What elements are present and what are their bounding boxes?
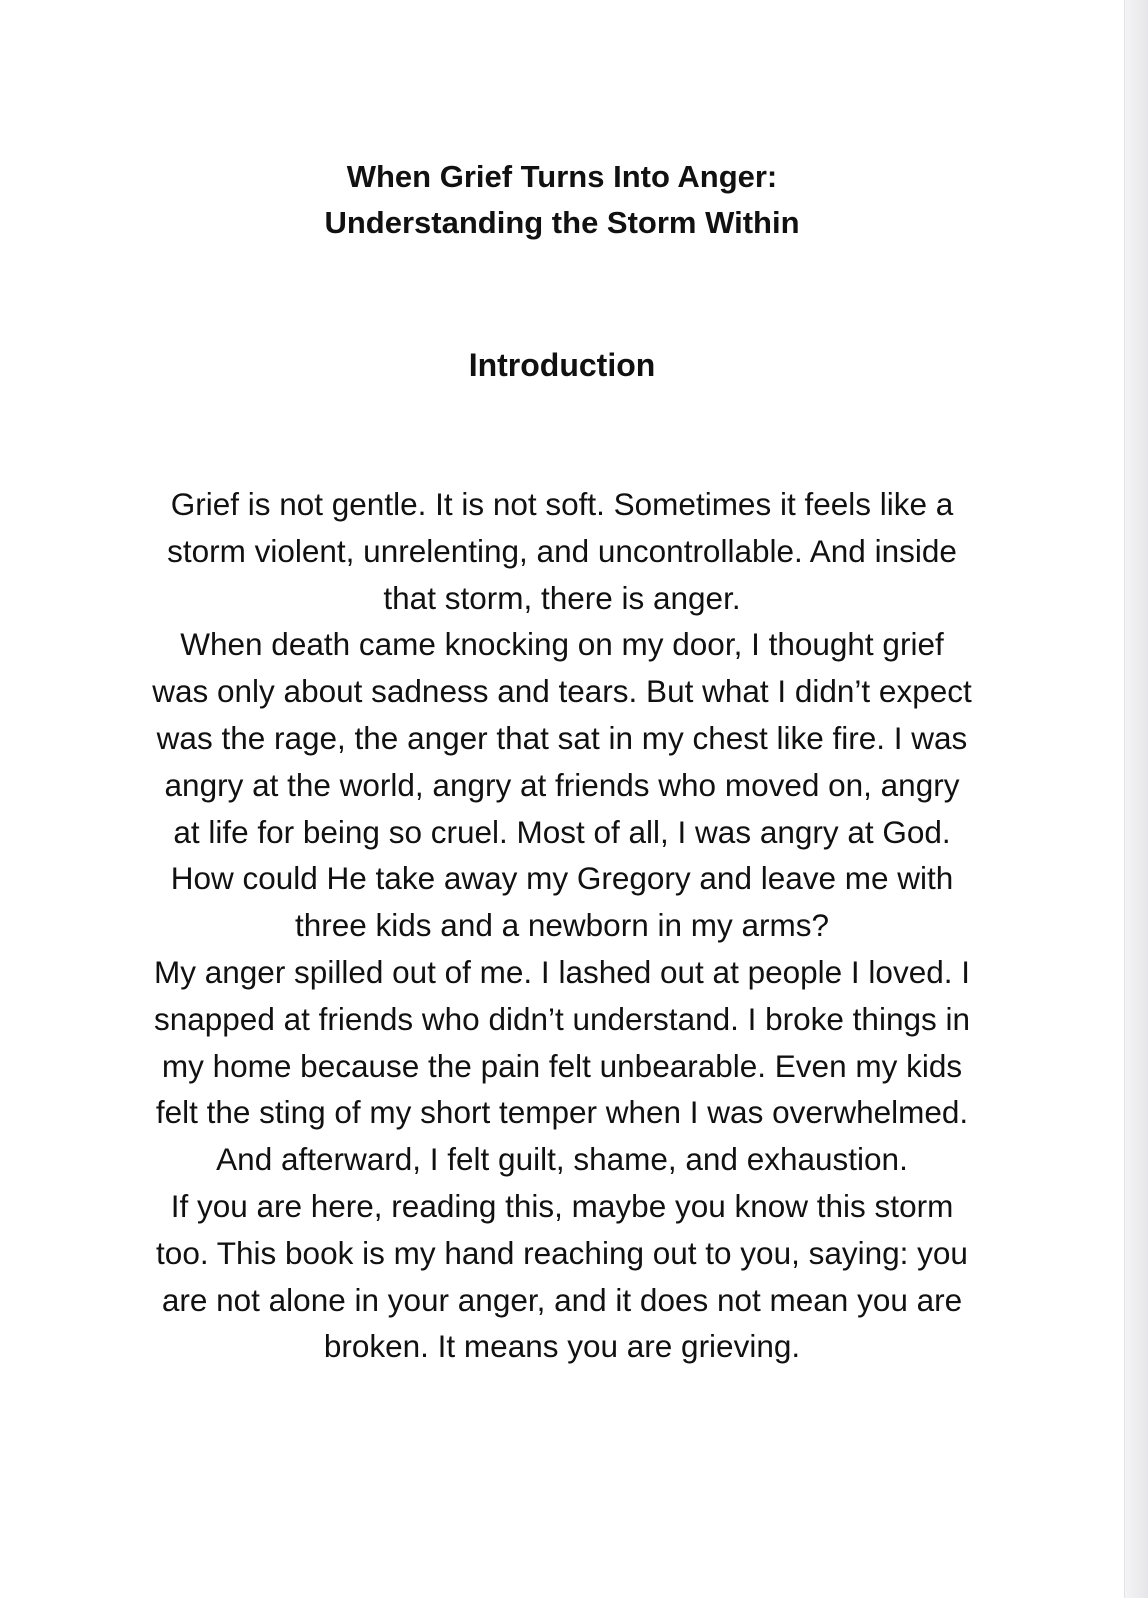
- body-line: too. This book is my hand reaching out to you, saying: you: [156, 1234, 968, 1271]
- section-heading: Introduction: [468, 347, 656, 383]
- body-line: angry at the world, angry at friends who moved on, angry: [164, 766, 960, 803]
- body-line: three kids and a newborn in my arms?: [294, 907, 829, 944]
- body-line: And afterward, I felt guilt, shame, and exhaustion.: [216, 1141, 908, 1178]
- body-line: my home because the pain felt unbearable. Even my kids: [161, 1047, 963, 1084]
- title-line: When Grief Turns Into Anger:: [346, 159, 778, 194]
- body-line: Grief is not gentle. It is not soft. Sometimes it feels like a: [170, 486, 954, 522]
- body-line: felt the sting of my short temper when I was overwhelmed.: [155, 1094, 969, 1131]
- body-line: broken. It means you are grieving.: [323, 1328, 801, 1365]
- body-line: When death came knocking on my door, I thought grief: [180, 626, 944, 663]
- body-line: My anger spilled out of me. I lashed out at people I loved. I: [154, 953, 970, 990]
- body-line: was the rage, the anger that sat in my chest like fire. I was: [156, 719, 968, 756]
- body-line: are not alone in your anger, and it does not mean you are: [161, 1281, 963, 1318]
- page-edge-scrollbar[interactable]: [1124, 0, 1148, 1598]
- body-line: was only about sadness and tears. But what I didn’t expect: [152, 673, 972, 710]
- title-line: Understanding the Storm Within: [324, 205, 800, 240]
- body-line: at life for being so cruel. Most of all, I was angry at God.: [173, 813, 951, 850]
- body-line: snapped at friends who didn’t understand. I broke things in: [153, 1000, 971, 1037]
- body-line: storm violent, unrelenting, and uncontrollable. And inside: [167, 532, 957, 569]
- body-line: that storm, there is anger.: [383, 579, 741, 616]
- body-line: How could He take away my Gregory and leave me with: [170, 860, 954, 897]
- body-line: If you are here, reading this, maybe you know this storm: [170, 1187, 954, 1224]
- document-title: [0, 154, 1124, 246]
- body-paragraph: [112, 481, 1012, 1370]
